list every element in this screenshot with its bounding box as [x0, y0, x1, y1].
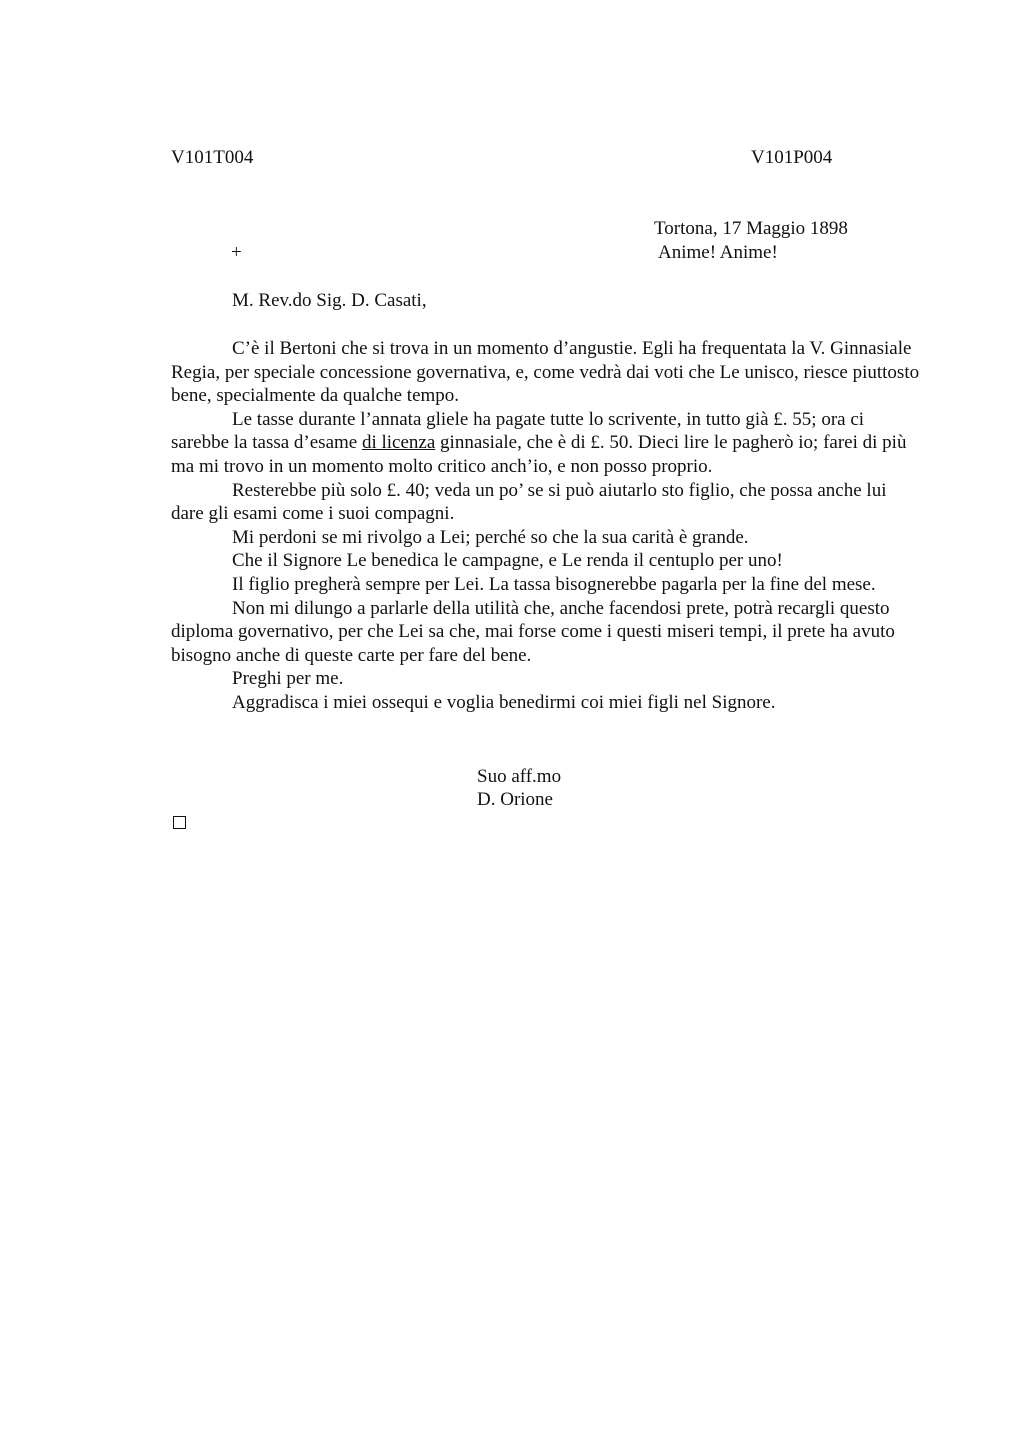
paragraph-5: Che il Signore Le benedica le campagne, e Le renda il centuplo per uno!: [232, 550, 783, 572]
document-code-right: V101P004: [751, 147, 833, 168]
paragraph-2-text-a: Le tasse durante l’annata gliele ha pagate tutte lo scrivente, in tutto già £. 55; ora ci sarebbe la tassa d’esame: [171, 408, 865, 454]
signature: D. Orione: [477, 789, 553, 810]
underlined-text: di licenza: [361, 432, 436, 454]
paragraph-8: Preghi per me.: [232, 668, 344, 690]
paragraph-4: Mi perdoni se mi rivolgo a Lei; perché so che la sua carità è grande.: [232, 526, 749, 548]
document-code-left: V101T004: [171, 147, 254, 168]
place-date: Tortona, 17 Maggio 1898: [654, 218, 848, 239]
paragraph-1: C’è il Bertoni che si trova in un momento d’angustie. Egli ha frequentata la V. Ginnasiale Regia, per speciale concessione governativa, e, come vedrà dai voti che Le unisco, riesce piuttosto bene, specialmente da qualche tempo.: [171, 338, 920, 407]
closing-line: Suo aff.mo: [477, 766, 562, 787]
cross-mark: +: [231, 242, 242, 263]
paragraph-6: Il figlio pregherà sempre per Lei. La tassa bisognerebbe pagarla per la fine del mese.: [232, 573, 876, 595]
paragraph-7: Non mi dilungo a parlarle della utilità che, anche facendosi prete, potrà recargli questo diploma governativo, per che Lei sa che, mai forse come i questi miseri tempi, il prete ha avuto bisogno anche di queste carte per fare del bene.: [171, 597, 895, 666]
paragraph-2-text-b: ginnasiale, che è di £. 50. Dieci lire le pagherò io; farei di più ma mi trovo in un momento molto critico anch’io, e non posso proprio.: [171, 432, 907, 477]
letter-body: [171, 337, 921, 715]
empty-square-icon: [173, 816, 186, 829]
paragraph-3: Resterebbe più solo £. 40; veda un po’ se si può aiutarlo sto figlio, che possa anche lui dare gli esami come i suoi compagni.: [171, 479, 887, 525]
paragraph-9: Aggradisca i miei ossequi e voglia benedirmi coi miei figli nel Signore.: [232, 691, 776, 713]
salutation: M. Rev.do Sig. D. Casati,: [232, 290, 427, 311]
motto: Anime! Anime!: [658, 242, 778, 263]
paragraph-2: [171, 408, 921, 479]
